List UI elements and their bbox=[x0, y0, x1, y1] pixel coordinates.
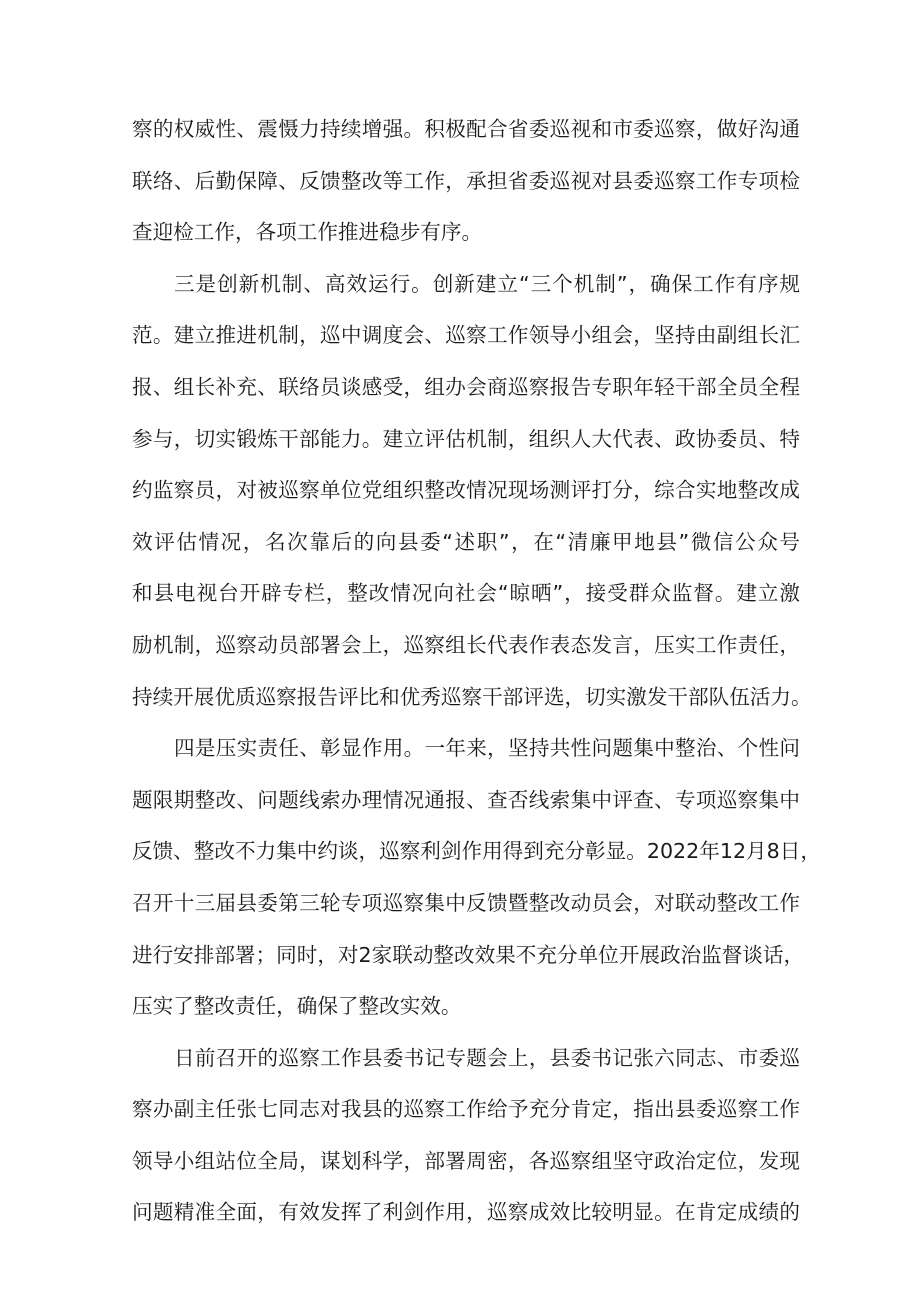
paragraph-2 bbox=[132, 259, 812, 723]
paragraph-1 bbox=[132, 104, 800, 259]
paragraph-4-line-2: 察办副主任张七同志对我县的巡察工作给予充分肯定，指出县委巡察工作 bbox=[132, 1097, 800, 1122]
paragraph-3-line-1: 四是压实责任、彰显作用。一年来，坚持共性问题集中整治、个性问 bbox=[174, 736, 800, 761]
paragraph-3-line-4: 召开十三届县委第三轮专项巡察集中反馈暨整改动员会，对联动整改工作 bbox=[132, 890, 800, 915]
paragraph-4-line-4: 问题精准全面，有效发挥了利剑作用，巡察成效比较明显。在肯定成绩的 bbox=[132, 1200, 800, 1225]
paragraph-3 bbox=[132, 723, 821, 1033]
paragraph-4-line-1: 日前召开的巡察工作县委书记专题会上，县委书记张六同志、市委巡 bbox=[174, 1045, 800, 1070]
paragraph-2-line-4: 参与，切实锻炼干部能力。建立评估机制，组织人大代表、政协委员、特 bbox=[132, 426, 800, 451]
body-text bbox=[132, 104, 821, 1239]
paragraph-4-line-3: 领导小组站位全局，谋划科学，部署周密，各巡察组坚守政治定位，发现 bbox=[132, 1148, 800, 1173]
paragraph-4 bbox=[132, 1033, 800, 1239]
paragraph-2-line-2: 范。建立推进机制，巡中调度会、巡察工作领导小组会，坚持由副组长汇 bbox=[132, 323, 800, 348]
paragraph-3-line-6: 压实了整改责任，确保了整改实效。 bbox=[132, 994, 462, 1019]
paragraph-2-line-6: 效评估情况，名次靠后的向县委“述职”，在“清廉甲地县”微信公众号 bbox=[132, 529, 800, 554]
paragraph-3-line-5: 进行安排部署；同时，对2家联动整改效果不充分单位开展政治监督谈话， bbox=[132, 942, 805, 967]
paragraph-2-line-7: 和县电视台开辟专栏，整改情况向社会“晾晒”，接受群众监督。建立激 bbox=[132, 581, 800, 606]
paragraph-1-line-2: 联络、后勤保障、反馈整改等工作，承担省委巡视对县委巡察工作专项检 bbox=[132, 168, 800, 193]
paragraph-2-line-1: 三是创新机制、高效运行。创新建立“三个机制”，确保工作有序规 bbox=[174, 271, 800, 296]
paragraph-3-line-2: 题限期整改、问题线索办理情况通报、查否线索集中评查、专项巡察集中 bbox=[132, 787, 800, 812]
paragraph-1-line-1: 察的权威性、震慑力持续增强。积极配合省委巡视和市委巡察，做好沟通 bbox=[132, 117, 800, 141]
paragraph-3-line-3: 反馈、整改不力集中约谈，巡察利剑作用得到充分彰显。2022年12月8日， bbox=[132, 839, 821, 864]
paragraph-2-line-5: 约监察员，对被巡察单位党组织整改情况现场测评打分，综合实地整改成 bbox=[132, 478, 800, 503]
paragraph-2-line-3: 报、组长补充、联络员谈感受，组办会商巡察报告专职年轻干部全员全程 bbox=[132, 374, 800, 399]
paragraph-2-line-8: 励机制，巡察动员部署会上，巡察组长代表作表态发言，压实工作责任， bbox=[132, 632, 800, 657]
paragraph-1-line-3: 查迎检工作，各项工作推进稳步有序。 bbox=[132, 220, 483, 245]
paragraph-2-line-9: 持续开展优质巡察报告评比和优秀巡察干部评选，切实激发干部队伍活力。 bbox=[132, 684, 812, 709]
